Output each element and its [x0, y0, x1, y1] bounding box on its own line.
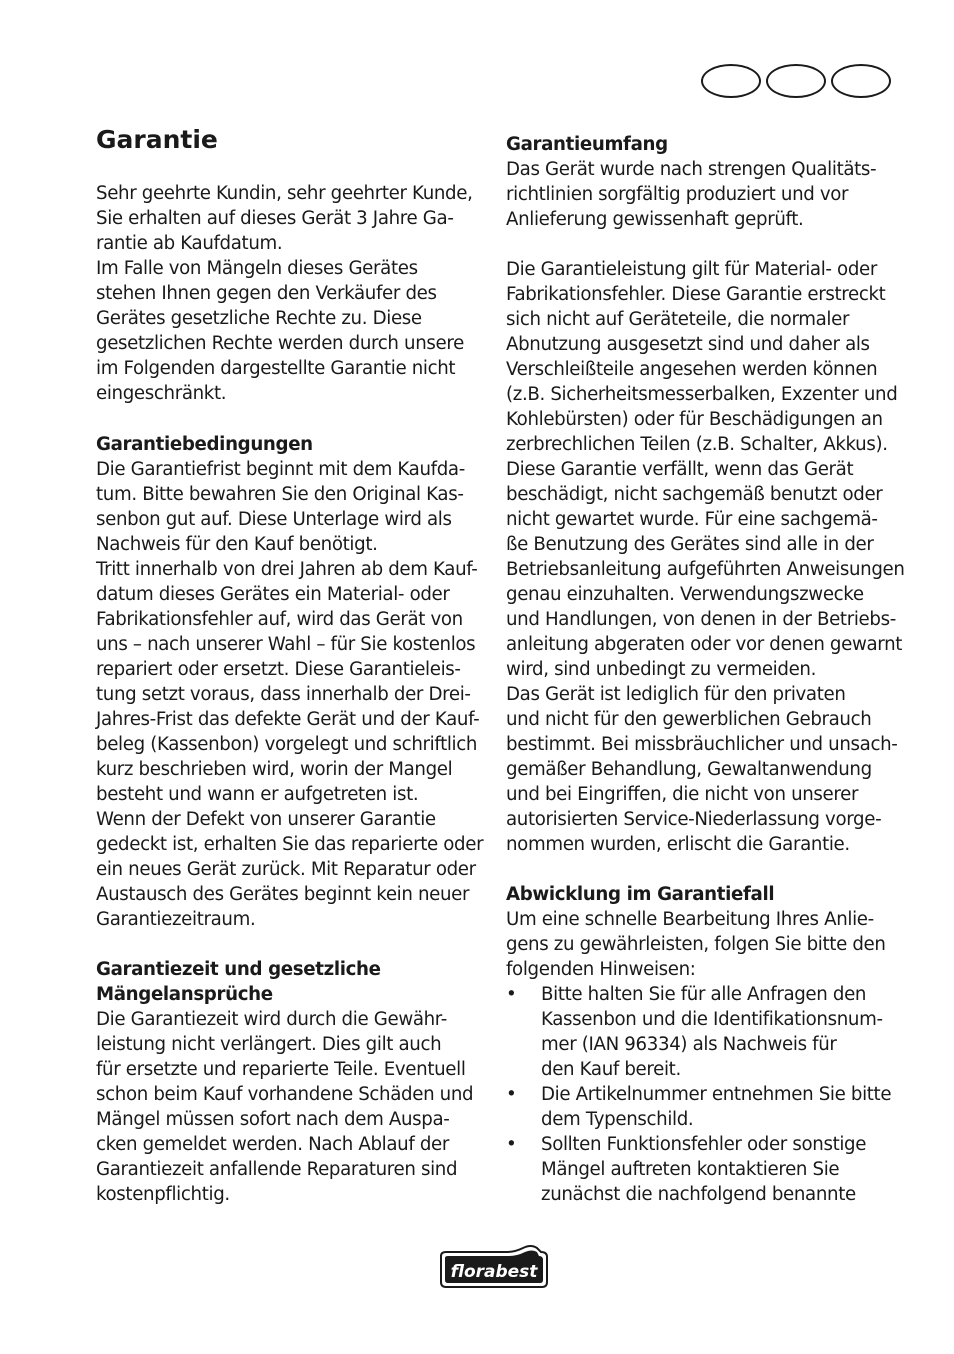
bedingungen-line: ein neues Gerät zurück. Mit Reparatur oder [96, 859, 476, 880]
umfang-line: und nicht für den gewerblichen Gebrauch [506, 709, 872, 730]
umfang-line: genau einzuhalten. Verwendungszwecke [506, 584, 864, 605]
garantiezeit-line: schon beim Kauf vorhandene Schäden und [96, 1084, 474, 1105]
umfang-line: Betriebsanleitung aufgeführten Anweisungen [506, 559, 905, 580]
bullet-marker: • [506, 1134, 517, 1155]
bullet-item-line: Die Artikelnummer entnehmen Sie bitte [541, 1084, 892, 1105]
bullet-marker: • [506, 984, 517, 1005]
bedingungen-line: beleg (Kassenbon) vorgelegt und schriftlich [96, 734, 478, 755]
language-oval-1 [701, 64, 761, 98]
language-ovals [701, 64, 891, 100]
section-heading-garantiezeit: Mängelansprüche [96, 984, 273, 1005]
umfang-line: richtlinien sorgfältig produziert und vor [506, 184, 849, 205]
bullet-item-line: mer (IAN 96334) als Nachweis für [541, 1034, 837, 1055]
umfang-line: (z.B. Sicherheitsmesserbalken, Exzenter und [506, 384, 898, 405]
bedingungen-line: Jahres-Frist das defekte Gerät und der Kauf- [96, 709, 480, 730]
garantiezeit-line: leistung nicht verlängert. Dies gilt auch [96, 1034, 442, 1055]
bedingungen-line: kurz beschrieben wird, worin der Mangel [96, 759, 453, 780]
bedingungen-line: uns – nach unserer Wahl – für Sie kostenlos [96, 634, 476, 655]
bedingungen-line: repariert oder ersetzt. Diese Garantieleis- [96, 659, 461, 680]
umfang-line: Diese Garantie verfällt, wenn das Gerät [506, 459, 854, 480]
section-heading-umfang: Garantieumfang [506, 134, 668, 155]
intro-line: eingeschränkt. [96, 383, 227, 404]
intro-line: rantie ab Kaufdatum. [96, 233, 283, 254]
bedingungen-line: Nachweis für den Kauf benötigt. [96, 534, 378, 555]
bedingungen-line: Fabrikationsfehler auf, wird das Gerät von [96, 609, 463, 630]
abwicklung-line: folgenden Hinweisen: [506, 959, 696, 980]
abwicklung-line: gens zu gewährleisten, folgen Sie bitte den [506, 934, 886, 955]
intro-line: Im Falle von Mängeln dieses Gerätes [96, 258, 418, 279]
intro-line: stehen Ihnen gegen den Verkäufer des [96, 283, 437, 304]
bedingungen-line: Tritt innerhalb von drei Jahren ab dem Kauf- [96, 559, 478, 580]
bullet-item-line: Bitte halten Sie für alle Anfragen den [541, 984, 867, 1005]
bedingungen-line: senbon gut auf. Diese Unterlage wird als [96, 509, 452, 530]
umfang-line: anleitung abgeraten oder vor denen gewarnt [506, 634, 903, 655]
umfang-line: bestimmt. Bei missbräuchlicher und unsach- [506, 734, 898, 755]
section-heading-garantiezeit: Garantiezeit und gesetzliche [96, 959, 381, 980]
page-title: Garantie [96, 125, 218, 154]
umfang-line: und Handlungen, von denen in der Betriebs- [506, 609, 896, 630]
umfang-line: Verschleißteile angesehen werden können [506, 359, 878, 380]
florabest-logo [437, 1244, 551, 1290]
umfang-line: wird, sind unbedingt zu vermeiden. [506, 659, 817, 680]
bedingungen-line: tung setzt voraus, dass innerhalb der Drei- [96, 684, 471, 705]
umfang-line: ße Benutzung des Gerätes sind alle in der [506, 534, 874, 555]
bedingungen-line: gedeckt ist, erhalten Sie das reparierte oder [96, 834, 484, 855]
umfang-line: Abnutzung ausgesetzt sind und daher als [506, 334, 870, 355]
umfang-line: nicht gewartet wurde. Für eine sachgemä- [506, 509, 878, 530]
umfang-line: zerbrechlichen Teilen (z.B. Schalter, Akkus). [506, 434, 888, 455]
bullet-item-line: dem Typenschild. [541, 1109, 694, 1130]
umfang-line: Anlieferung gewissenhaft geprüft. [506, 209, 804, 230]
umfang-line: Kohlebürsten) oder für Beschädigungen an [506, 409, 883, 430]
umfang-line: autorisierten Service-Niederlassung vorge- [506, 809, 882, 830]
garantiezeit-line: Die Garantiezeit wird durch die Gewähr- [96, 1009, 447, 1030]
umfang-line: sich nicht auf Geräteteile, die normaler [506, 309, 850, 330]
garantiezeit-line: Garantiezeit anfallende Reparaturen sind [96, 1159, 458, 1180]
bedingungen-line: Die Garantiefrist beginnt mit dem Kaufda- [96, 459, 465, 480]
logo-text: florabest [450, 1262, 538, 1282]
intro-line: im Folgenden dargestellte Garantie nicht [96, 358, 456, 379]
garantiezeit-line: kostenpflichtig. [96, 1184, 230, 1205]
umfang-line: Das Gerät ist lediglich für den privaten [506, 684, 846, 705]
umfang-line: Fabrikationsfehler. Diese Garantie erstreckt [506, 284, 886, 305]
bedingungen-line: Wenn der Defekt von unserer Garantie [96, 809, 436, 830]
garantiezeit-line: cken gemeldet werden. Nach Ablauf der [96, 1134, 449, 1155]
bullet-item-line: Mängel auftreten kontaktieren Sie [541, 1159, 840, 1180]
bedingungen-line: Austausch des Gerätes beginnt kein neuer [96, 884, 470, 905]
language-oval-3 [831, 64, 891, 98]
bullet-item-line: Kassenbon und die Identifikationsnum- [541, 1009, 883, 1030]
bullet-item-line: zunächst die nachfolgend benannte [541, 1184, 856, 1205]
bullet-item-line: den Kauf bereit. [541, 1059, 681, 1080]
umfang-line: und bei Eingriffen, die nicht von unserer [506, 784, 859, 805]
section-heading-abwicklung: Abwicklung im Garantiefall [506, 884, 775, 905]
umfang-line: Die Garantieleistung gilt für Material- oder [506, 259, 877, 280]
intro-line: gesetzlichen Rechte werden durch unsere [96, 333, 464, 354]
intro-line: Sehr geehrte Kundin, sehr geehrter Kunde, [96, 183, 473, 204]
bedingungen-line: tum. Bitte bewahren Sie den Original Kas- [96, 484, 464, 505]
bedingungen-line: besteht und wann er aufgetreten ist. [96, 784, 419, 805]
bullet-marker: • [506, 1084, 517, 1105]
section-heading-bedingungen: Garantiebedingungen [96, 434, 313, 455]
garantiezeit-line: Mängel müssen sofort nach dem Auspa- [96, 1109, 450, 1130]
bedingungen-line: datum dieses Gerätes ein Material- oder [96, 584, 450, 605]
garantiezeit-line: für ersetzte und reparierte Teile. Eventuell [96, 1059, 466, 1080]
umfang-line: gemäßer Behandlung, Gewaltanwendung [506, 759, 872, 780]
umfang-line: beschädigt, nicht sachgemäß benutzt oder [506, 484, 883, 505]
bedingungen-line: Garantiezeitraum. [96, 909, 256, 930]
umfang-line: Das Gerät wurde nach strengen Qualitäts- [506, 159, 877, 180]
abwicklung-line: Um eine schnelle Bearbeitung Ihres Anlie- [506, 909, 874, 930]
bullet-item-line: Sollten Funktionsfehler oder sonstige [541, 1134, 867, 1155]
intro-line: Sie erhalten auf dieses Gerät 3 Jahre Ga- [96, 208, 454, 229]
language-oval-2 [766, 64, 826, 98]
intro-line: Gerätes gesetzliche Rechte zu. Diese [96, 308, 422, 329]
umfang-line: nommen wurden, erlischt die Garantie. [506, 834, 850, 855]
